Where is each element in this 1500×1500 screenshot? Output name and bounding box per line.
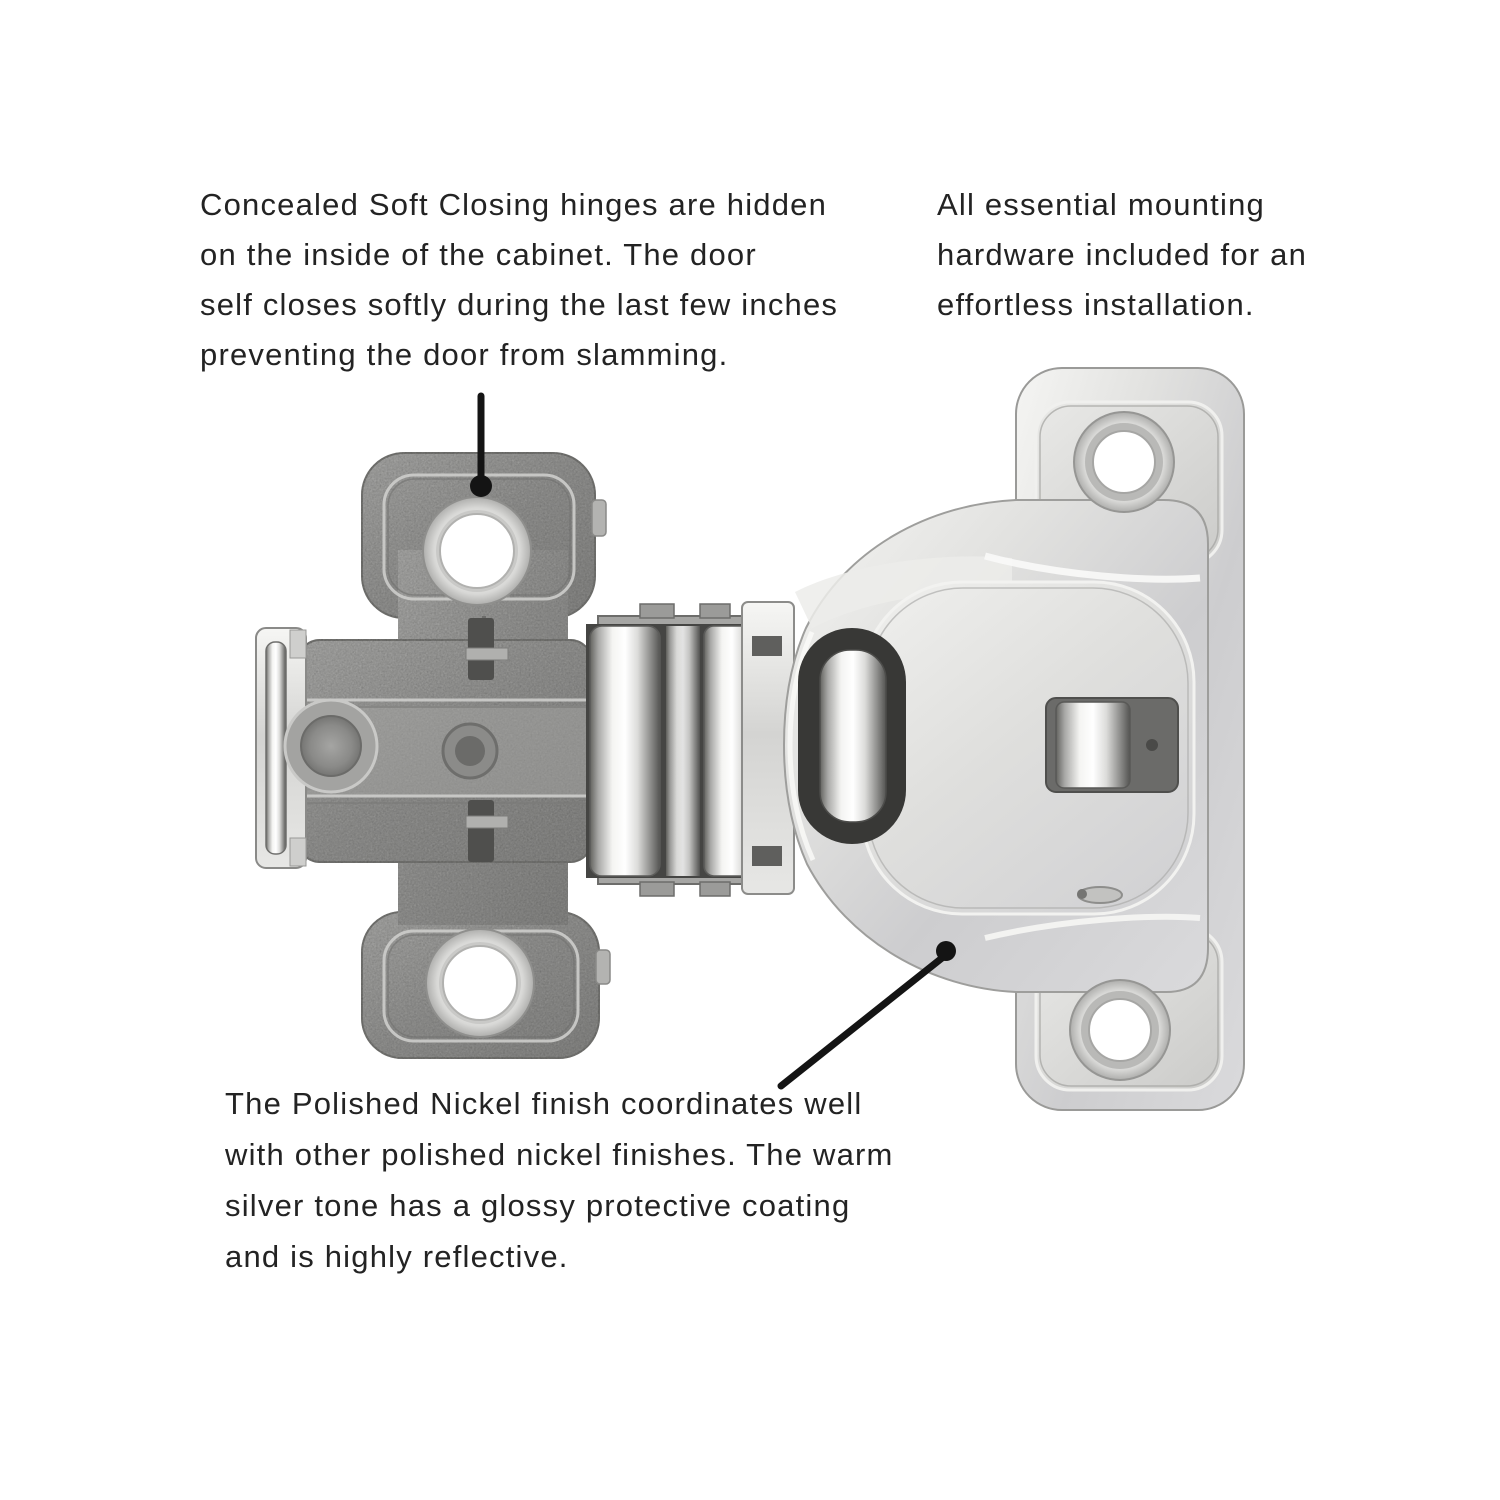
annotation-line: and is highly reflective. — [225, 1239, 569, 1274]
annotation-finish — [225, 1078, 894, 1282]
annotation-line: hardware included for an — [937, 237, 1308, 272]
mounting-plate-cruciform — [256, 453, 610, 1058]
annotation-line: effortless installation. — [937, 287, 1255, 322]
annotation-line: on the inside of the cabinet. The door — [200, 237, 757, 272]
annotation-line: preventing the door from slamming. — [200, 337, 729, 372]
annotation-line: self closes softly during the last few inches — [200, 287, 839, 322]
plate-screw-hole-bottom — [426, 929, 534, 1037]
plate-center-screw — [443, 724, 497, 778]
plate-screw-hole-top — [423, 497, 531, 605]
leader-line-soft-close — [470, 396, 492, 497]
annotation-line: silver tone has a glossy protective coating — [225, 1188, 851, 1223]
annotation-line: The Polished Nickel finish coordinates well — [225, 1086, 863, 1121]
hinge-cup — [784, 500, 1208, 992]
cup-roller — [798, 628, 906, 844]
annotation-line: All essential mounting — [937, 187, 1265, 222]
wing-screw-hole-bottom — [1070, 980, 1170, 1080]
cup-wing-plate — [784, 368, 1244, 1110]
annotation-line: Concealed Soft Closing hinges are hidden — [200, 187, 828, 222]
hinge-knuckle — [586, 602, 794, 896]
wing-screw-hole-top — [1074, 412, 1174, 512]
annotation-soft-close — [200, 180, 838, 380]
plate-adjustment-screw — [285, 700, 377, 792]
annotation-mounting-hardware — [937, 180, 1307, 330]
annotation-line: with other polished nickel finishes. The warm — [225, 1137, 894, 1172]
cup-cam-screw — [1046, 698, 1178, 792]
